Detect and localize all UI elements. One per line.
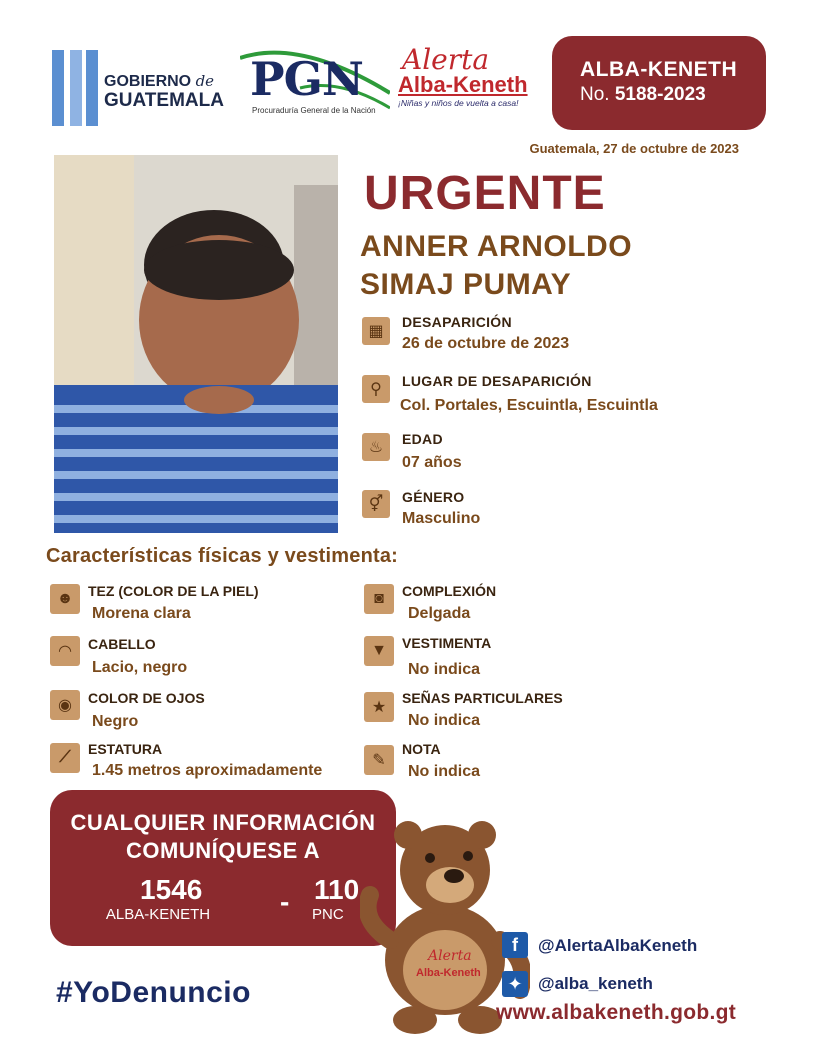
detail-label: GÉNERO [402,489,465,505]
bear-badge-line2: Alba-Keneth [416,967,481,979]
char-value: No indica [408,661,481,678]
char-label: SEÑAS PARTICULARES [402,690,563,706]
detail-gender [362,490,390,518]
phone-alba-keneth[interactable]: 1546 [140,874,203,905]
pgn-subtitle: Procuraduría General de la Nación [252,106,376,115]
phone-alba-keneth-label: ALBA-KENETH [105,906,211,923]
detail-label: DESAPARICIÓN [402,314,512,330]
scale-icon: ◙ [364,584,394,614]
char-label: TEZ (COLOR DE LA PIEL) [88,583,259,599]
detail-location [362,375,390,403]
urgent-heading: URGENTE [364,167,606,220]
char-value: Lacio, negro [92,659,188,676]
detail-value: Col. Portales, Escuintla, Escuintla [400,397,658,414]
case-prefix: No. [580,84,610,105]
name-line2: SIMAJ PUMAY [360,268,572,301]
shirt-icon: ▼ [364,636,394,666]
alerta-logo-line1: Alerta [402,43,490,76]
char-value: No indica [408,763,481,780]
detail-value: 07 años [402,454,462,471]
char-label: NOTA [402,741,441,757]
detail-age [362,433,390,461]
pgn-logo: PGN [250,52,363,106]
issue-date: Guatemala, 27 de octubre de 2023 [529,141,739,156]
location-pin-icon: ⚲ [362,375,390,403]
char-value: 1.45 metros aproximadamente [92,762,323,779]
gov-de: de [195,72,215,90]
detail-value: Masculino [402,510,481,527]
characteristics-heading: Características físicas y vestimenta: [46,545,399,567]
government-logo-bars [52,50,98,126]
star-icon: ★ [364,692,394,722]
phone-pnc-label: PNC [312,906,344,923]
alerta-logo-line2: Alba-Keneth [398,72,528,97]
facebook-handle[interactable]: @AlertaAlbaKeneth [538,936,698,955]
char-value: Delgada [408,605,471,622]
cake-icon: ♨ [362,433,390,461]
facebook-icon[interactable]: f [502,932,528,958]
website-link[interactable]: www.albakeneth.gob.gt [496,1001,737,1024]
detail-value: 26 de octubre de 2023 [402,335,570,352]
missing-person-name [360,228,632,304]
char-label: COLOR DE OJOS [88,690,205,706]
contact-line1: CUALQUIER INFORMACIÓN [70,810,376,835]
case-number-box [552,36,766,130]
gov-line1: GOBIERNO [104,73,192,90]
phone-pnc[interactable]: 110 [314,874,360,905]
bear-badge-line1: Alerta [428,948,472,964]
gender-icon: ⚥ [362,490,390,518]
char-label: COMPLEXIÓN [402,583,497,599]
char-value: No indica [408,712,481,729]
contact-line2: COMUNÍQUESE A [126,838,320,863]
hair-icon: ◠ [50,636,80,666]
ruler-icon: ⟋ [50,743,80,773]
eye-icon: ◉ [50,690,80,720]
gov-line2: GUATEMALA [104,90,224,111]
calendar-icon: ▦ [362,317,390,345]
alerta-tagline: ¡Niñas y niños de vuelta a casa! [398,98,519,108]
detail-label: EDAD [402,431,443,447]
detail-disappearance [362,317,390,345]
char-value: Morena clara [92,605,191,622]
case-number: 5188-2023 [614,84,706,105]
detail-label: LUGAR DE DESAPARICIÓN [402,373,592,389]
hashtag: #YoDenuncio [56,976,251,1009]
government-logo-text [104,72,224,110]
head-profile-icon: ☻ [50,584,80,614]
char-label: ESTATURA [88,741,163,757]
char-label: VESTIMENTA [402,635,492,651]
name-line1: ANNER ARNOLDO [360,230,633,263]
char-value: Negro [92,713,139,730]
phone-separator: - [280,886,290,917]
alerta-alba-keneth-logo [398,43,530,108]
char-label: CABELLO [88,636,156,652]
missing-child-photo [54,155,338,533]
contact-box [50,790,396,946]
edit-note-icon: ✎ [364,745,394,775]
case-title: ALBA-KENETH [580,58,738,81]
twitter-icon[interactable]: ✦ [502,971,528,997]
twitter-handle[interactable]: @alba_keneth [538,974,653,993]
